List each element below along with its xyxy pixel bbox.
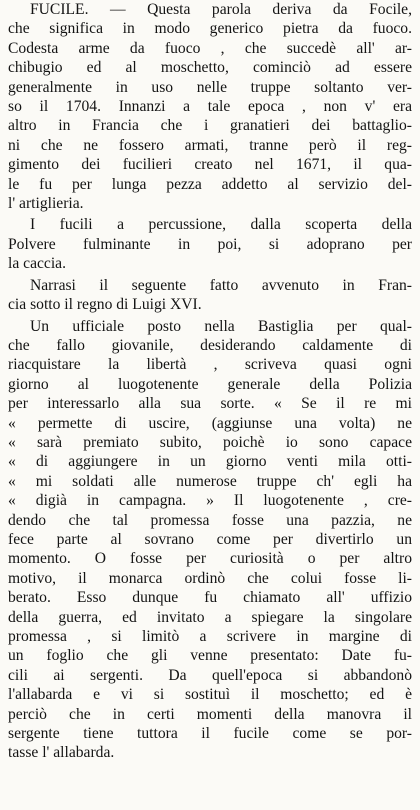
- text-line: promessa , si limitò a scrivere in margine di: [8, 628, 412, 645]
- paragraph-percussione: [8, 215, 412, 273]
- text-line: Un ufficiale posto nella Bastiglia per qual-: [30, 317, 412, 335]
- text-line: perciò che in certi momenti della manovra il: [8, 705, 412, 723]
- text-line: cia sotto il regno di Luigi XVI.: [8, 296, 202, 314]
- text-line: ni che ne fossero armati, tranne però il reg-: [8, 136, 412, 154]
- text-line: « di aggiungere in un giorno venti mila otti-: [8, 453, 412, 471]
- text-line: momento. O fosse per curiosità o per altro: [8, 550, 412, 568]
- text-line: gimento dei fucilieri creato nel 1671, il qua-: [8, 156, 412, 174]
- text-line: « sarà premiato subito, poichè io sono capace: [8, 433, 412, 451]
- text-line: l' artiglieria.: [8, 195, 84, 213]
- text-line: giorno al luogotenente generale della Polizia: [8, 375, 412, 393]
- paragraph-narrasi: [8, 276, 412, 315]
- text-line: berato. Esso dunque fu chiamato all' uffizio: [8, 589, 412, 607]
- text-line: le fu per lunga pezza addetto al servizio del-: [8, 175, 412, 193]
- text-line: la caccia.: [8, 255, 66, 273]
- text-line: I fucili a percussione, dalla scoperta della: [30, 216, 412, 234]
- text-line: FUCILE. — Questa parola deriva da Focile,: [30, 1, 412, 18]
- text-line: « permette di uscire, (aggiunse una volta) ne: [8, 414, 412, 432]
- text-line: chibugio ed al moschetto, cominciò ad essere: [8, 59, 412, 77]
- text-line: che significa in modo generico pietra da fuoco.: [8, 20, 412, 38]
- text-line: Polvere fulminante in poi, si adoprano per: [8, 235, 412, 253]
- text-line: generalmente in uso nelle truppe soltanto ver-: [8, 78, 412, 96]
- text-line: della guerra, ed invitato a spiegare la singolare: [8, 608, 412, 626]
- text-line: per interessarlo alla sua sorte. « Se il re mi: [8, 395, 412, 413]
- text-line: dendo che tal promessa fosse una pazzia, ne: [8, 511, 412, 529]
- text-line: sergente tiene tuttora il fucile come se por-: [8, 725, 412, 743]
- text-line: so il 1704. Innanzi a tale epoca , non v' era: [8, 98, 412, 116]
- text-line: motivo, il monarca ordinò che colui fosse li-: [8, 569, 412, 587]
- article-body: [8, 0, 412, 763]
- text-line: « digià in campagna. » Il luogotenente , cre-: [8, 492, 412, 510]
- text-line: un foglio che gli venne presentato: Date fu-: [8, 647, 412, 665]
- text-line: « mi soldati alle numerose truppe ch' egli ha: [8, 472, 412, 490]
- text-line: Codesta arme da fuoco , che succedè all' ar-: [8, 39, 412, 57]
- text-line: altro in Francia che i granatieri dei battaglio-: [8, 117, 412, 135]
- paragraph-bastiglia-anecdote: [8, 317, 412, 763]
- text-line: riacquistare la libertà , scriveva quasi ogni: [8, 356, 412, 374]
- text-line: Narrasi il seguente fatto avvenuto in Fran-: [30, 276, 412, 294]
- paragraph-fucile-definition: [8, 0, 412, 213]
- text-line: cili ai sergenti. Da quell'epoca si abbandonò: [8, 666, 412, 684]
- text-line: che fallo giovanile, desiderando caldamente di: [8, 336, 412, 354]
- text-line: tasse l' allabarda.: [8, 744, 115, 762]
- text-line: fece parte al sovrano come per divertirlo un: [8, 530, 412, 548]
- text-line: l'allabarda e vi si sostituì il moschetto; ed è: [8, 686, 412, 704]
